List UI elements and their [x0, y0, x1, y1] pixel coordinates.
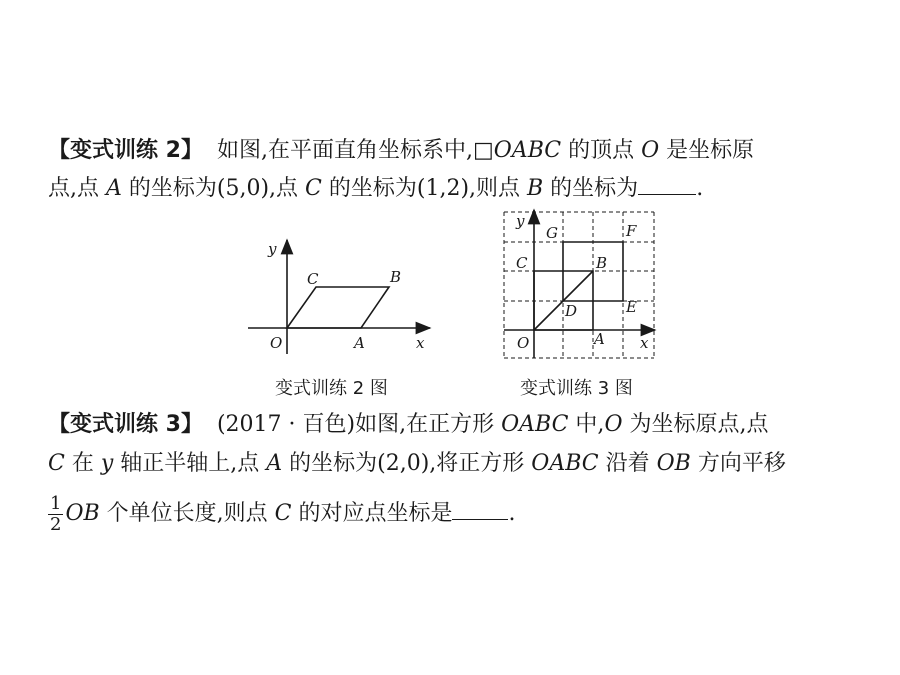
text: .	[508, 501, 516, 526]
axis-y: y	[100, 451, 114, 476]
parallelogram-symbol: □	[472, 138, 494, 163]
label-a: A	[354, 334, 365, 352]
text: 的坐标为(1,2),则点	[321, 176, 528, 201]
text: 个单位长度,则点	[99, 501, 275, 526]
figure3-diagram	[500, 208, 660, 363]
point-c: C	[305, 176, 322, 201]
text: 如图,在平面直角坐标系中,	[216, 138, 473, 163]
answer-blank	[638, 174, 696, 195]
point-o: O	[604, 412, 623, 437]
exercise3-line3	[48, 492, 515, 536]
exercise3-line1	[48, 410, 768, 440]
text: 是坐标原	[659, 138, 755, 163]
text: 点,点	[48, 176, 106, 201]
label-f: F	[626, 222, 637, 240]
label-d: D	[565, 302, 578, 320]
figure2-diagram	[240, 232, 440, 357]
parallelogram	[287, 287, 389, 328]
text: 轴正半轴上,点	[113, 451, 267, 476]
point-b: B	[527, 176, 544, 201]
text: 中,	[568, 412, 605, 437]
shape-name: OABC	[493, 138, 562, 163]
text: 的顶点	[561, 138, 642, 163]
text: 的坐标为(5,0),点	[121, 176, 306, 201]
exercise3-label: 【变式训练 3】	[48, 412, 203, 437]
label-a: A	[594, 330, 605, 348]
exercise2-label: 【变式训练 2】	[48, 138, 203, 163]
label-o: O	[270, 334, 283, 352]
fraction-numerator: 1	[50, 492, 62, 514]
label-c: C	[307, 270, 319, 288]
point-o: O	[641, 138, 660, 163]
point-c: C	[274, 501, 292, 526]
exercise2-line1	[48, 136, 754, 166]
label-c: C	[516, 254, 528, 272]
text: 在	[64, 451, 101, 476]
text: 的对应点坐标是	[291, 501, 453, 526]
label-b: B	[596, 254, 608, 272]
label-b: B	[390, 268, 402, 286]
fraction-one-half	[48, 494, 63, 535]
shape-name: OABC	[501, 412, 569, 437]
label-x: x	[640, 334, 649, 352]
text: .	[696, 176, 704, 201]
point-a: A	[266, 451, 283, 476]
exercise2-line2	[48, 174, 703, 204]
label-g: G	[546, 224, 558, 242]
point-a: A	[106, 176, 122, 201]
text: 为坐标原点,点	[622, 412, 769, 437]
label-y: y	[516, 212, 525, 230]
figure2-caption: 变式训练 2 图	[275, 378, 388, 399]
text: 方向平移	[690, 451, 786, 476]
fraction-denominator: 2	[50, 513, 62, 535]
label-e: E	[626, 298, 637, 316]
text: (2017 · 百色)如图,在正方形	[216, 412, 502, 437]
point-c: C	[48, 451, 65, 476]
answer-blank	[452, 499, 508, 520]
text: 的坐标为(2,0),将正方形	[282, 451, 532, 476]
segment-ob: OB	[656, 451, 691, 476]
shape-name: OABC	[531, 451, 599, 476]
label-x: x	[416, 334, 425, 352]
text: 的坐标为	[543, 176, 639, 201]
segment-ob: OB	[65, 501, 100, 526]
exercise3-line2	[48, 449, 786, 479]
label-y: y	[268, 240, 277, 258]
figure3-caption: 变式训练 3 图	[520, 378, 633, 399]
label-o: O	[517, 334, 530, 352]
text: 沿着	[598, 451, 657, 476]
